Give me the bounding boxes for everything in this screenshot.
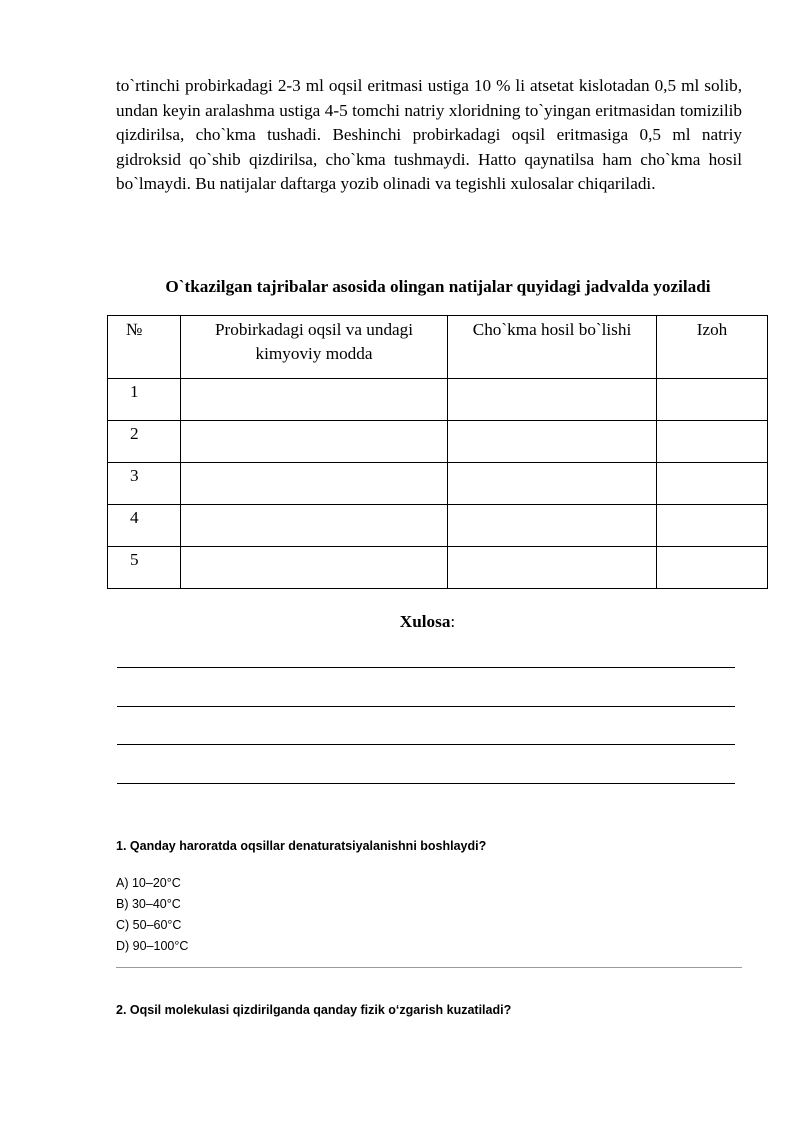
results-table (107, 315, 768, 589)
cell-substance (181, 463, 448, 505)
cell-note (657, 421, 768, 463)
row-number: 5 (108, 547, 181, 589)
table-title: O`tkazilgan tajribalar asosida olingan natijalar quyidagi jadvalda yoziladi (165, 277, 711, 296)
cell-precipitate (448, 547, 657, 589)
table-row (108, 421, 768, 463)
row-number: 1 (108, 379, 181, 421)
option-d: D) 90–100°C (116, 939, 189, 953)
cell-note (657, 379, 768, 421)
cell-substance (181, 547, 448, 589)
conclusion-line (117, 706, 735, 707)
cell-substance (181, 379, 448, 421)
header-precipitate: Cho`kma hosil bo`lishi (448, 316, 657, 379)
question-1: 1. Qanday haroratda oqsillar denaturatsiyalanishni boshlaydi? (116, 839, 487, 853)
table-row (108, 379, 768, 421)
cell-substance (181, 505, 448, 547)
header-number: № (108, 316, 181, 379)
header-tube-substance-label: Probirkadagi oqsil va undagi kimyoviy modda (214, 320, 414, 363)
cell-note (657, 463, 768, 505)
conclusion-label: Xulosa (399, 612, 451, 631)
question-1-options (116, 873, 188, 957)
question-divider (116, 967, 742, 968)
row-number: 2 (108, 421, 181, 463)
cell-precipitate (448, 505, 657, 547)
cell-precipitate (448, 421, 657, 463)
table-row (108, 547, 768, 589)
cell-note (657, 505, 768, 547)
table-header-row (108, 316, 768, 379)
cell-note (657, 547, 768, 589)
conclusion-line (117, 744, 735, 745)
row-number: 4 (108, 505, 181, 547)
row-number: 3 (108, 463, 181, 505)
header-tube-substance (181, 316, 448, 379)
cell-substance (181, 421, 448, 463)
cell-precipitate (448, 463, 657, 505)
table-row (108, 505, 768, 547)
table-row (108, 463, 768, 505)
question-2: 2. Oqsil molekulasi qizdirilganda qanday fizik o‘zgarish kuzatiladi? (116, 1003, 512, 1017)
conclusion-heading (0, 612, 800, 632)
option-b: B) 30–40°C (116, 897, 181, 911)
conclusion-line (117, 783, 735, 784)
conclusion-line (117, 667, 735, 668)
cell-precipitate (448, 379, 657, 421)
option-a: A) 10–20°C (116, 876, 181, 890)
option-c: C) 50–60°C (116, 918, 182, 932)
conclusion-colon: : (450, 612, 456, 631)
body-paragraph: to`rtinchi probirkadagi 2-3 ml oqsil eritmasi ustiga 10 % li atsetat kislotadan 0,5 ml solib, undan keyin aralashma ustiga 4-5 tomchi natriy xloridning to`yingan eritmasidan tomizilib qizdirilsa, cho`kma tushadi. Beshinchi probirkadagi oqsil eritmasiga 0,5 ml natriy gidroksid qo`shib qizdirilsa, cho`kma tushmaydi. Hatto qaynatilsa ham cho`kma hosil bo`lmaydi. Bu natijalar daftarga yozib olinadi va tegishli xulosalar chiqariladi. (116, 76, 742, 194)
header-note: Izoh (657, 316, 768, 379)
